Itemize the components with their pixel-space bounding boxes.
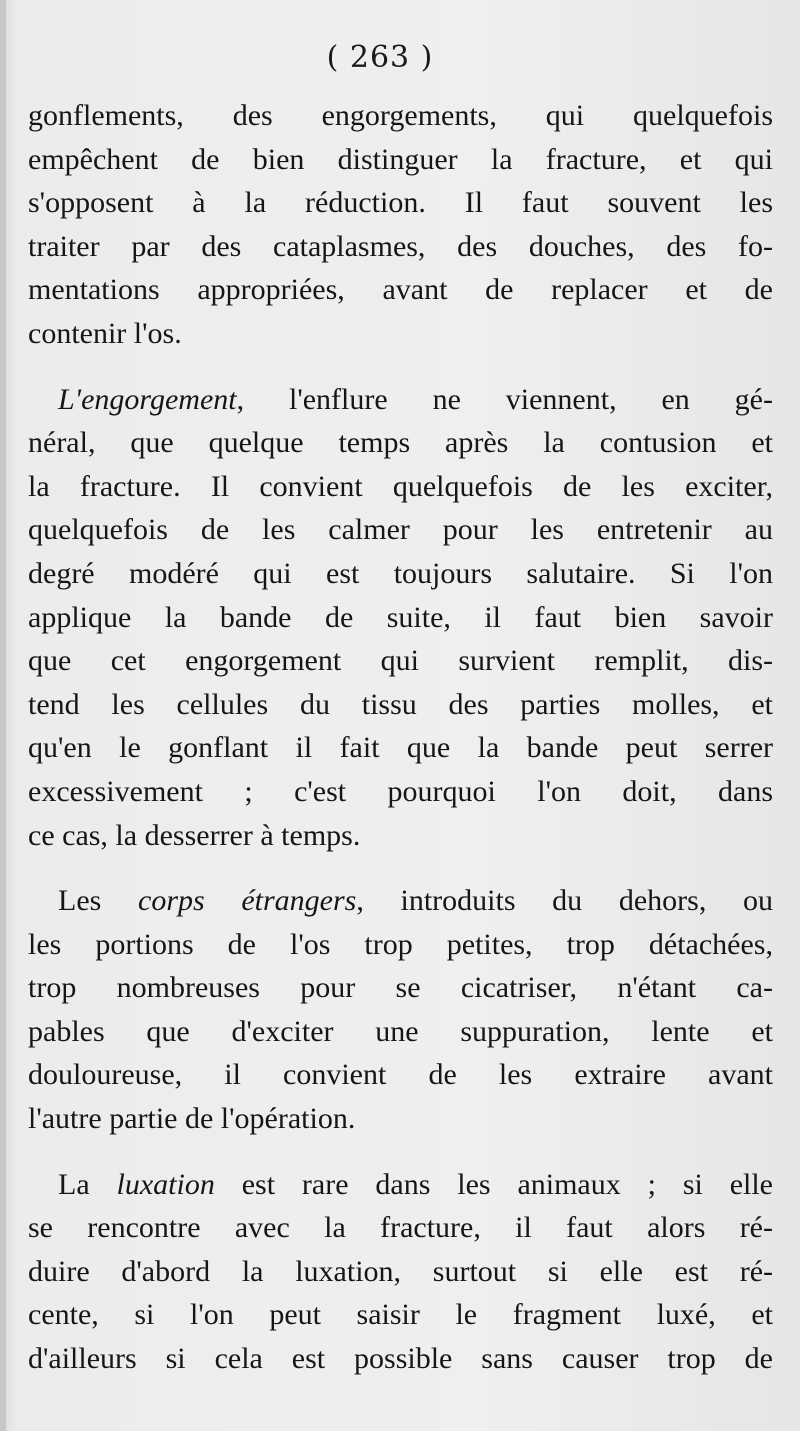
text-line: degré modéré qui est toujours salutaire. Si l'on [28,556,773,590]
text-line: gonflements, des engorgements, qui quelquefois [28,99,773,132]
page-binding-edge [0,0,6,1431]
text-line: mentations appropriées, avant de replacer et de [28,273,773,307]
italic-term: corps étrangers [138,884,357,918]
text-line: les portions de l'os trop petites, trop détachées, [28,927,773,961]
text-line: duire d'abord la luxation, surtout si elle est ré- [28,1254,773,1288]
text-line: que cet engorgement qui survient remplit, dis- [28,644,773,678]
paragraph-gap [28,857,773,879]
text-line: quelquefois de les calmer pour les entretenir au [28,513,773,547]
text-line: la fracture. Il convient quelquefois de les exciter, [28,469,773,503]
text-line [28,1163,773,1207]
text-line: néral, que quelque temps après la contusion et [28,426,773,460]
text-line: d'ailleurs si cela est possible sans causer trop de [28,1342,773,1376]
paragraph-gap [28,356,773,378]
paragraph-1 [28,94,773,356]
text-line: trop nombreuses pour se cicatriser, n'étant ca- [28,971,773,1005]
text-line [28,879,773,923]
text-line: empêchent de bien distinguer la fracture, et qui [28,142,773,176]
text-line: s'opposent à la réduction. Il faut souvent les [28,186,773,220]
paragraph-4 [28,1163,773,1381]
line-rest: est rare dans les animaux ; si elle [214,1167,774,1201]
line-prefix: La [58,1167,117,1201]
paragraph-gap [28,1141,773,1163]
text-line: ce cas, la desserrer à temps. [28,818,361,852]
paragraph-2 [28,378,773,858]
text-line: qu'en le gonflant il fait que la bande peut serrer [28,731,773,765]
text-line: tend les cellules du tissu des parties molles, et [28,687,773,721]
page-number: ( 263 ) [326,40,434,75]
text-line: l'autre partie de l'opération. [28,1102,356,1136]
line-rest: , introduits du dehors, ou [356,884,773,918]
text-line: douloureuse, il convient de les extraire avant [28,1058,773,1092]
body-text [28,94,773,1381]
italic-term: L'engorgement [58,382,237,416]
text-line: cente, si l'on peut saisir le fragment luxé, et [28,1298,773,1332]
italic-term: luxation [116,1167,215,1201]
text-line [28,378,773,422]
text-line: applique la bande de suite, il faut bien savoir [28,600,773,634]
text-line: contenir l'os. [28,316,182,350]
text-line: excessivement ; c'est pourquoi l'on doit, dans [28,774,773,808]
text-line: traiter par des cataplasmes, des douches, des fo- [28,229,773,263]
line-rest: , l'enflure ne viennent, en gé- [236,382,773,416]
paragraph-3 [28,879,773,1141]
text-line: se rencontre avec la fracture, il faut alors ré- [28,1211,773,1245]
line-prefix: Les [58,884,138,918]
text-line: pables que d'exciter une suppuration, lente et [28,1014,773,1048]
